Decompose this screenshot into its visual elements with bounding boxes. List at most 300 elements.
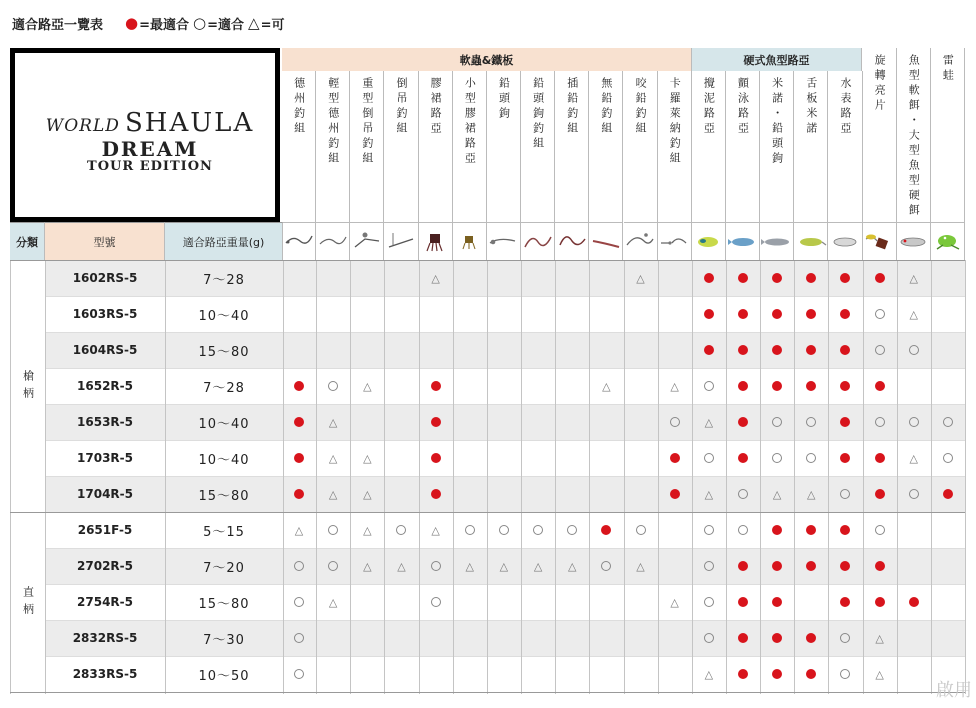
best-dot-icon bbox=[840, 417, 850, 427]
lure-icon-cell bbox=[316, 222, 350, 260]
best-mark bbox=[760, 548, 794, 584]
best-dot-icon bbox=[772, 561, 782, 571]
grid-line bbox=[316, 260, 317, 694]
lure-header-4 bbox=[384, 71, 418, 222]
good-mark bbox=[863, 332, 897, 368]
good-mark bbox=[794, 440, 828, 476]
lure-icon-cell bbox=[555, 222, 589, 260]
lure-icon bbox=[761, 227, 793, 257]
lure-icon-cell bbox=[453, 222, 487, 260]
header-weight: 適合路亞重量(g) bbox=[165, 222, 283, 260]
best-mark bbox=[828, 332, 862, 368]
logo-world: WORLD bbox=[45, 116, 120, 136]
ok-mark bbox=[760, 476, 794, 512]
best-dot-icon bbox=[738, 633, 748, 643]
good-mark bbox=[419, 584, 453, 620]
best-dot-icon bbox=[806, 309, 816, 319]
best-dot-icon bbox=[738, 273, 748, 283]
good-mark bbox=[555, 512, 589, 548]
good-mark bbox=[863, 404, 897, 440]
ok-triangle-icon: △ bbox=[328, 595, 338, 609]
best-mark bbox=[726, 332, 760, 368]
ok-triangle-icon: △ bbox=[704, 667, 714, 681]
best-dot-icon bbox=[704, 273, 714, 283]
ok-triangle-icon: △ bbox=[909, 271, 918, 285]
lure-header-label: 膠裙路亞 bbox=[429, 77, 443, 137]
best-dot-icon bbox=[840, 345, 850, 355]
logo-dream: DREAM bbox=[101, 137, 199, 161]
grid-line bbox=[165, 260, 166, 694]
ok-mark bbox=[316, 584, 350, 620]
ok-triangle-icon: △ bbox=[363, 379, 372, 393]
best-dot-icon bbox=[431, 489, 441, 499]
model-cell: 1602RS-5 bbox=[72, 271, 138, 285]
model-cell: 1603RS-5 bbox=[72, 307, 138, 321]
good-mark bbox=[316, 512, 350, 548]
good-circle-icon bbox=[909, 489, 919, 499]
lure-header-label: 倒吊釣組 bbox=[395, 77, 408, 137]
lure-icon-cell bbox=[384, 222, 418, 260]
good-circle-icon bbox=[670, 417, 680, 427]
legend-title: 適合路亞一覽表 bbox=[12, 17, 104, 33]
lure-header-label: 插鉛釣組 bbox=[565, 77, 579, 137]
lure-header-19 bbox=[897, 48, 931, 222]
good-circle-icon bbox=[601, 561, 611, 571]
good-circle-icon bbox=[704, 525, 714, 535]
best-mark bbox=[282, 476, 316, 512]
lure-header-label: 米諾・鉛頭鉤 bbox=[770, 77, 784, 167]
good-circle-icon bbox=[875, 345, 885, 355]
ok-triangle-icon: △ bbox=[328, 451, 338, 465]
best-dot-icon bbox=[806, 669, 816, 679]
good-mark bbox=[419, 548, 453, 584]
ok-triangle-icon: △ bbox=[875, 667, 884, 681]
category-cell bbox=[10, 260, 45, 512]
good-mark bbox=[282, 584, 316, 620]
ok-triangle-icon: △ bbox=[363, 523, 372, 537]
header-category: 分類 bbox=[10, 222, 45, 260]
ok-mark bbox=[897, 296, 931, 332]
best-mark bbox=[726, 404, 760, 440]
best-dot-icon bbox=[294, 381, 304, 391]
ok-triangle-icon: △ bbox=[909, 451, 918, 465]
good-circle-icon bbox=[738, 489, 748, 499]
ok-triangle-icon: △ bbox=[397, 559, 406, 573]
ok-mark bbox=[692, 476, 726, 512]
model-cell: 2754R-5 bbox=[77, 595, 133, 609]
lure-header-label: 重型倒吊釣組 bbox=[360, 77, 374, 167]
weight-cell: 15～80 bbox=[198, 488, 250, 504]
ok-triangle-icon: △ bbox=[328, 415, 338, 429]
good-circle-icon bbox=[636, 525, 646, 535]
row-rule bbox=[10, 260, 965, 261]
good-circle-icon bbox=[840, 633, 850, 643]
best-dot-icon bbox=[806, 633, 816, 643]
good-circle-icon bbox=[772, 417, 782, 427]
ok-triangle-icon: △ bbox=[465, 559, 474, 573]
grid-line bbox=[897, 260, 898, 694]
lure-header-11 bbox=[624, 71, 658, 222]
best-mark bbox=[828, 368, 862, 404]
ok-mark bbox=[624, 548, 658, 584]
best-dot-icon bbox=[431, 453, 441, 463]
lure-header-8 bbox=[521, 71, 555, 222]
best-dot-icon bbox=[738, 597, 748, 607]
lure-header-3 bbox=[350, 71, 384, 222]
best-dot-icon bbox=[738, 453, 748, 463]
lure-icon-cell bbox=[487, 222, 521, 260]
best-mark bbox=[828, 584, 862, 620]
lure-header-5 bbox=[419, 71, 453, 222]
lure-header-label: 水表路亞 bbox=[838, 77, 852, 137]
lure-header-label: 輕型德州釣組 bbox=[326, 77, 340, 167]
logo-tour-edition: TOUR EDITION bbox=[87, 159, 213, 174]
good-circle-icon bbox=[396, 525, 406, 535]
lure-header-label: 顫泳路亞 bbox=[736, 77, 750, 137]
lure-icon-cell bbox=[794, 222, 828, 260]
best-mark bbox=[726, 260, 760, 296]
good-circle-icon bbox=[533, 525, 543, 535]
lure-icon bbox=[590, 227, 622, 257]
lure-icon-cell bbox=[624, 222, 658, 260]
good-mark bbox=[897, 332, 931, 368]
good-circle-icon bbox=[499, 525, 509, 535]
weight-cell: 15～80 bbox=[198, 344, 250, 360]
ok-triangle-icon: △ bbox=[875, 631, 884, 645]
best-mark bbox=[863, 584, 897, 620]
good-circle-icon bbox=[704, 381, 714, 391]
good-mark bbox=[726, 476, 760, 512]
best-dot-icon bbox=[875, 561, 885, 571]
ok-triangle-icon: △ bbox=[294, 523, 304, 537]
ok-triangle-icon: △ bbox=[704, 487, 714, 501]
lure-header-label: 攪泥路亞 bbox=[702, 77, 716, 137]
best-dot-icon bbox=[294, 489, 304, 499]
best-dot-icon bbox=[431, 417, 441, 427]
good-mark bbox=[692, 512, 726, 548]
lure-header-label: 舌板米諾 bbox=[804, 77, 818, 137]
good-circle-icon bbox=[704, 597, 714, 607]
ok-mark bbox=[316, 476, 350, 512]
good-mark bbox=[589, 548, 623, 584]
good-circle-icon bbox=[431, 561, 441, 571]
good-circle-icon bbox=[943, 417, 953, 427]
lure-header-9 bbox=[555, 71, 589, 222]
group-hard-lures: 硬式魚型路亞 bbox=[692, 48, 862, 71]
good-mark bbox=[692, 368, 726, 404]
best-dot-icon bbox=[738, 309, 748, 319]
lure-icon bbox=[624, 227, 656, 257]
best-dot-icon bbox=[806, 345, 816, 355]
good-mark bbox=[692, 440, 726, 476]
logo-shaula: SHAULA bbox=[125, 108, 255, 138]
ok-triangle-icon: △ bbox=[602, 379, 611, 393]
best-dot-icon bbox=[704, 345, 714, 355]
best-mark bbox=[589, 512, 623, 548]
grid-line bbox=[419, 260, 420, 694]
best-mark bbox=[726, 296, 760, 332]
lure-header-label: 小型膠裙路亞 bbox=[463, 77, 477, 167]
good-circle-icon bbox=[328, 381, 338, 391]
ok-triangle-icon: △ bbox=[431, 523, 440, 537]
best-dot-icon bbox=[772, 597, 782, 607]
legend bbox=[12, 12, 288, 34]
grid-line bbox=[10, 260, 11, 694]
lure-icon-cell bbox=[828, 222, 862, 260]
lure-icon bbox=[522, 227, 554, 257]
ok-mark bbox=[316, 440, 350, 476]
product-logo bbox=[10, 48, 280, 222]
ok-mark bbox=[589, 368, 623, 404]
good-circle-icon bbox=[806, 417, 816, 427]
best-mark bbox=[282, 404, 316, 440]
best-mark bbox=[828, 404, 862, 440]
grid-line bbox=[384, 260, 385, 694]
good-circle-icon bbox=[294, 669, 304, 679]
best-dot-icon bbox=[806, 273, 816, 283]
best-dot-icon bbox=[772, 345, 782, 355]
grid-line bbox=[760, 260, 761, 694]
good-mark bbox=[794, 404, 828, 440]
ok-mark bbox=[350, 368, 384, 404]
good-mark bbox=[931, 404, 965, 440]
ok-mark bbox=[624, 260, 658, 296]
model-cell: 1653R-5 bbox=[77, 415, 133, 429]
best-mark bbox=[726, 548, 760, 584]
grid-line bbox=[624, 260, 625, 694]
best-mark bbox=[419, 404, 453, 440]
best-mark bbox=[794, 656, 828, 692]
lure-header-1 bbox=[282, 71, 316, 222]
lure-icon bbox=[419, 227, 451, 257]
best-mark bbox=[282, 368, 316, 404]
ok-triangle-icon: △ bbox=[636, 559, 645, 573]
model-cell: 2702R-5 bbox=[77, 559, 133, 573]
good-mark bbox=[453, 512, 487, 548]
legend-best bbox=[125, 14, 189, 33]
good-circle-icon bbox=[567, 525, 577, 535]
best-dot-icon bbox=[738, 345, 748, 355]
best-dot-icon bbox=[875, 453, 885, 463]
row-rule bbox=[10, 692, 965, 693]
best-dot-icon bbox=[294, 417, 304, 427]
best-dot-icon bbox=[840, 273, 850, 283]
ok-triangle-icon: △ bbox=[636, 271, 645, 285]
good-mark bbox=[692, 584, 726, 620]
lure-icon bbox=[351, 227, 383, 257]
best-mark bbox=[658, 476, 692, 512]
best-mark bbox=[726, 656, 760, 692]
lure-header-17 bbox=[828, 71, 862, 222]
ok-triangle-icon: △ bbox=[363, 451, 372, 465]
lure-icon bbox=[556, 227, 588, 257]
lure-header-20 bbox=[931, 48, 965, 222]
good-mark bbox=[931, 440, 965, 476]
model-cell: 1703R-5 bbox=[77, 451, 133, 465]
good-mark bbox=[487, 512, 521, 548]
best-mark bbox=[760, 620, 794, 656]
good-mark bbox=[760, 404, 794, 440]
ok-mark bbox=[350, 476, 384, 512]
good-circle-icon bbox=[909, 417, 919, 427]
best-mark bbox=[760, 368, 794, 404]
lure-header-7 bbox=[487, 71, 521, 222]
best-mark bbox=[760, 656, 794, 692]
grid-line bbox=[589, 260, 590, 694]
legend-ok-label: =可 bbox=[260, 17, 285, 33]
ok-mark bbox=[897, 440, 931, 476]
best-dot-icon bbox=[806, 525, 816, 535]
lure-header-12 bbox=[658, 71, 692, 222]
good-icon: ○ bbox=[193, 14, 207, 32]
lure-header-label: 旋轉亮片 bbox=[873, 54, 887, 114]
best-mark bbox=[863, 260, 897, 296]
best-dot-icon bbox=[875, 381, 885, 391]
best-mark bbox=[658, 440, 692, 476]
best-mark bbox=[760, 584, 794, 620]
good-mark bbox=[760, 440, 794, 476]
good-circle-icon bbox=[806, 453, 816, 463]
best-mark bbox=[419, 476, 453, 512]
best-dot-icon bbox=[875, 597, 885, 607]
good-mark bbox=[316, 548, 350, 584]
ok-icon: △ bbox=[248, 14, 260, 32]
ok-mark bbox=[384, 548, 418, 584]
good-mark bbox=[624, 512, 658, 548]
best-mark bbox=[726, 584, 760, 620]
best-dot-icon bbox=[738, 561, 748, 571]
ok-mark bbox=[658, 368, 692, 404]
lure-icon bbox=[897, 227, 929, 257]
model-cell: 2651F-5 bbox=[77, 523, 133, 537]
best-mark bbox=[760, 512, 794, 548]
good-circle-icon bbox=[875, 417, 885, 427]
ok-mark bbox=[282, 512, 316, 548]
ok-mark bbox=[658, 584, 692, 620]
weight-cell: 10～40 bbox=[198, 416, 250, 432]
best-dot-icon bbox=[875, 273, 885, 283]
category-label: 槍柄 bbox=[21, 369, 35, 404]
best-mark bbox=[692, 332, 726, 368]
lure-icon bbox=[727, 227, 759, 257]
best-mark bbox=[419, 440, 453, 476]
ok-mark bbox=[419, 512, 453, 548]
grid-line bbox=[965, 260, 966, 694]
lure-header-15 bbox=[760, 71, 794, 222]
best-dot-icon bbox=[840, 525, 850, 535]
best-mark bbox=[794, 332, 828, 368]
ok-triangle-icon: △ bbox=[363, 487, 372, 501]
ok-triangle-icon: △ bbox=[807, 487, 816, 501]
good-mark bbox=[726, 512, 760, 548]
lure-header-label: 鉛頭鉤釣組 bbox=[531, 77, 545, 152]
best-mark bbox=[760, 332, 794, 368]
good-circle-icon bbox=[875, 525, 885, 535]
ok-mark bbox=[419, 260, 453, 296]
best-dot-icon bbox=[738, 669, 748, 679]
best-mark bbox=[863, 368, 897, 404]
lure-icon bbox=[283, 227, 315, 257]
legend-best-label: =最適合 bbox=[139, 17, 190, 33]
good-circle-icon bbox=[294, 561, 304, 571]
good-mark bbox=[897, 404, 931, 440]
best-dot-icon bbox=[840, 597, 850, 607]
lure-header-2 bbox=[316, 71, 350, 222]
good-mark bbox=[658, 404, 692, 440]
best-dot-icon bbox=[875, 489, 885, 499]
lure-icon-cell bbox=[931, 222, 965, 260]
weight-cell: 5～15 bbox=[203, 524, 245, 540]
model-cell: 2833RS-5 bbox=[72, 667, 138, 681]
best-mark bbox=[863, 548, 897, 584]
grid-line bbox=[863, 260, 864, 694]
good-mark bbox=[692, 620, 726, 656]
lure-icon bbox=[658, 227, 690, 257]
best-mark bbox=[760, 296, 794, 332]
good-circle-icon bbox=[704, 453, 714, 463]
best-mark bbox=[794, 548, 828, 584]
best-mark bbox=[726, 440, 760, 476]
best-icon: ● bbox=[125, 14, 139, 32]
good-mark bbox=[282, 620, 316, 656]
good-mark bbox=[282, 656, 316, 692]
grid-line bbox=[521, 260, 522, 694]
lure-header-label: 魚型軟餌・大型魚型硬餌 bbox=[907, 54, 921, 219]
best-mark bbox=[692, 260, 726, 296]
good-mark bbox=[282, 548, 316, 584]
ok-triangle-icon: △ bbox=[567, 559, 577, 573]
lure-header-10 bbox=[589, 71, 623, 222]
lure-icon bbox=[692, 227, 724, 257]
good-circle-icon bbox=[294, 633, 304, 643]
good-mark bbox=[692, 548, 726, 584]
best-dot-icon bbox=[294, 453, 304, 463]
grid-line bbox=[931, 260, 932, 694]
weight-cell: 10～50 bbox=[198, 668, 250, 684]
good-circle-icon bbox=[328, 561, 338, 571]
grid-line bbox=[487, 260, 488, 694]
legend-good bbox=[193, 14, 244, 33]
lure-icon-cell bbox=[521, 222, 555, 260]
lure-header-label: 德州釣組 bbox=[292, 77, 306, 137]
best-dot-icon bbox=[431, 381, 441, 391]
lure-header-label: 咬鉛釣組 bbox=[634, 77, 648, 137]
lure-icon-cell bbox=[760, 222, 794, 260]
lure-icon bbox=[487, 227, 519, 257]
ok-triangle-icon: △ bbox=[431, 271, 440, 285]
grid-line bbox=[828, 260, 829, 694]
lure-header-label: 雷蛙 bbox=[941, 54, 955, 84]
best-mark bbox=[897, 584, 931, 620]
lure-icon-cell bbox=[726, 222, 760, 260]
grid-line bbox=[692, 260, 693, 694]
good-mark bbox=[863, 512, 897, 548]
best-mark bbox=[828, 548, 862, 584]
ok-mark bbox=[453, 548, 487, 584]
lure-header-6 bbox=[453, 71, 487, 222]
good-mark bbox=[828, 476, 862, 512]
lure-icon bbox=[829, 227, 861, 257]
ok-triangle-icon: △ bbox=[772, 487, 782, 501]
ok-triangle-icon: △ bbox=[909, 307, 918, 321]
good-circle-icon bbox=[840, 489, 850, 499]
weight-cell: 7～28 bbox=[203, 380, 245, 396]
category-cell bbox=[10, 512, 45, 692]
best-dot-icon bbox=[772, 633, 782, 643]
ok-mark bbox=[350, 548, 384, 584]
lure-icon-cell bbox=[692, 222, 726, 260]
ok-mark bbox=[487, 548, 521, 584]
